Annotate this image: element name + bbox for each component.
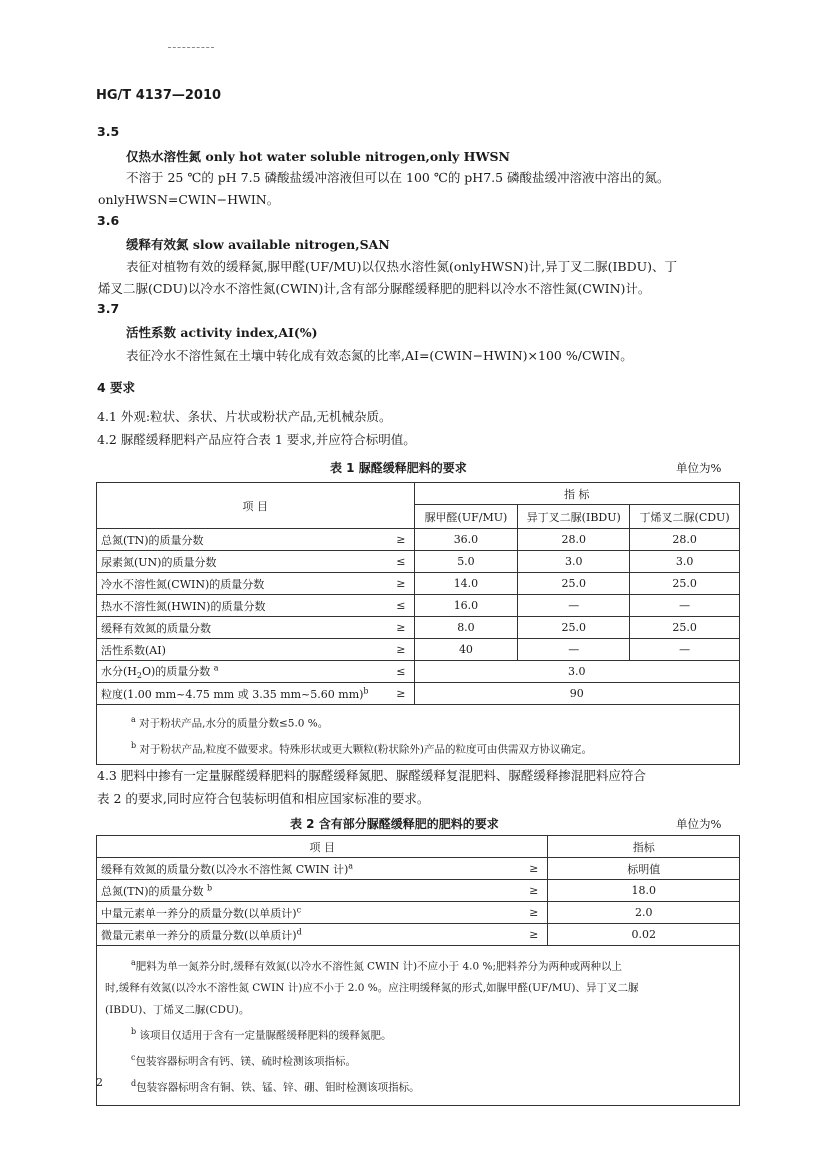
footnote-mark: a	[348, 860, 354, 870]
table2-row-item	[97, 858, 520, 880]
moisture-label-b: O)的质量分数	[141, 664, 211, 678]
table1-col-cdu: 丁烯叉二脲(CDU)	[630, 505, 740, 529]
table2-row-op: ≥	[520, 902, 548, 924]
note-text: 包装容器标明含有钙、镁、硫时检测该项指标。	[135, 1055, 356, 1068]
note-text: 对于粉状产品,粒度不做要求。特殊形状或更大颗粒(粉状除外)产品的粒度可由供需双方协议确定。	[139, 743, 592, 755]
table1-caption: 表 1 脲醛缓释肥料的要求	[330, 461, 467, 475]
table-row	[97, 639, 740, 661]
table-row	[97, 661, 740, 683]
table1-cell: —	[630, 595, 740, 617]
table1-cell: 5.0	[414, 551, 518, 573]
table-row	[97, 924, 740, 946]
section-3-5-number: 3.5	[97, 124, 120, 139]
table-row	[97, 595, 740, 617]
table1-cell: 25.0	[630, 617, 740, 639]
table2-cell: 标明值	[548, 858, 740, 880]
table1-size-item	[97, 683, 389, 705]
note-text: 该项目仅适用于含有一定量脲醛缓释肥料的缓释氮肥。	[139, 1029, 392, 1042]
table-row	[97, 683, 740, 705]
table1-row-op: ≥	[388, 683, 414, 705]
footnote-mark: b	[207, 882, 213, 892]
table1-cell: —	[518, 639, 630, 661]
size-label: 粒度(1.00 mm~4.75 mm 或 3.35 mm~5.60 mm)	[101, 687, 364, 701]
table1-moisture-value: 3.0	[414, 661, 739, 683]
note-text: 肥料为单一氮养分时,缓释有效氮(以冷水不溶性氮 CWIN 计)不应小于 4.0 %;肥料养分为两种或两种以上	[135, 960, 623, 973]
clause-4-3-line1: 4.3 肥料中掺有一定量脲醛缓释肥料的脲醛缓释氮肥、脲醛缓释复混肥料、脲醛缓释掺混肥料应符合	[97, 768, 646, 783]
note-text: 对于粉状产品,水分的质量分数≤5.0 %。	[139, 717, 329, 730]
table1-size-value: 90	[414, 683, 739, 705]
table-row	[97, 573, 740, 595]
section-3-5-definition-line2: onlyHWSN=CWIN−HWIN。	[98, 192, 280, 207]
table2-row-op: ≥	[520, 858, 548, 880]
clause-4-2: 4.2 脲醛缓释肥料产品应符合表 1 要求,并应符合标明值。	[97, 432, 416, 447]
table1-row-item: 总氮(TN)的质量分数	[97, 529, 389, 551]
table2-row-op: ≥	[520, 880, 548, 902]
top-rule	[168, 47, 214, 48]
table1-row-item: 缓释有效氮的质量分数	[97, 617, 389, 639]
footnote-mark: d	[131, 1079, 137, 1088]
table1-note-b	[131, 735, 739, 761]
row-label: 缓释有效氮的质量分数(以冷水不溶性氮 CWIN 计)	[101, 862, 349, 876]
table1-note-a	[131, 709, 739, 735]
footnote-mark: c	[131, 1053, 136, 1062]
section-3-7-term: 活性系数 activity index,AI(%)	[126, 325, 318, 340]
table2-row-op: ≥	[520, 924, 548, 946]
standard-code: HG/T 4137—2010	[96, 88, 222, 103]
table2-cell: 18.0	[548, 880, 740, 902]
table1-notes	[97, 705, 740, 765]
table1-cell: 28.0	[518, 529, 630, 551]
table1-cell: 25.0	[630, 573, 740, 595]
section-3-7-definition: 表征冷水不溶性氮在土壤中转化成有效态氮的比率,AI=(CWIN−HWIN)×100 %/CWIN。	[126, 348, 633, 363]
table2-item-header: 项 目	[97, 836, 548, 858]
row-label: 中量元素单一养分的质量分数(以单质计)	[101, 906, 297, 920]
table1-cell: 28.0	[630, 529, 740, 551]
table1-row-op: ≥	[388, 639, 414, 661]
table2-note-c	[105, 1047, 735, 1073]
table2-note-a-line2: 时,缓释有效氮(以冷水不溶性氮 CWIN 计)应不小于 2.0 %。应注明缓释氮的形式,如脲甲醛(UF/MU)、异丁叉二脲	[105, 982, 639, 994]
table-row	[97, 617, 740, 639]
moisture-label-a: 水分(H	[101, 664, 137, 678]
footnote-mark: d	[296, 926, 302, 936]
table-row	[97, 902, 740, 924]
row-label: 总氮(TN)的质量分数	[101, 884, 204, 898]
table-row	[97, 529, 740, 551]
clause-4-3-line2: 表 2 的要求,同时应符合包装标明值和相应国家标准的要求。	[97, 791, 430, 806]
section-3-6-definition-line2: 烯叉二脲(CDU)以冷水不溶性氮(CWIN)计,含有部分脲醛缓释肥的肥料以冷水不溶性氮(CWIN)计。	[98, 281, 651, 296]
table1-cell: —	[518, 595, 630, 617]
table2-index-header: 指标	[548, 836, 740, 858]
table2-note-d	[105, 1073, 735, 1099]
table2-cell: 0.02	[548, 924, 740, 946]
note-text: 包装容器标明含有铜、铁、锰、锌、硼、钼时检测该项指标。	[136, 1081, 420, 1094]
table2-row-item	[97, 902, 520, 924]
table1-index-header: 指 标	[414, 483, 739, 505]
table-row	[97, 880, 740, 902]
section-3-6-number: 3.6	[97, 213, 120, 228]
table1-row-item: 冷水不溶性氮(CWIN)的质量分数	[97, 573, 389, 595]
table1-row-item: 活性系数(AI)	[97, 639, 389, 661]
table1-moisture-item	[97, 661, 389, 683]
table2-notes	[97, 946, 740, 1106]
table1-col-uf: 脲甲醛(UF/MU)	[414, 505, 518, 529]
section-3-6-definition-line1: 表征对植物有效的缓释氮,脲甲醛(UF/MU)以仅热水溶性氮(onlyHWSN)计,异丁叉二脲(IBDU)、丁	[126, 259, 678, 274]
table-row	[97, 858, 740, 880]
footnote-mark: c	[296, 904, 302, 914]
table2-row-item	[97, 880, 520, 902]
table1-row-item: 热水不溶性氮(HWIN)的质量分数	[97, 595, 389, 617]
table1-cell: 8.0	[414, 617, 518, 639]
section-3-7-number: 3.7	[97, 301, 120, 316]
table2-row-item	[97, 924, 520, 946]
moisture-subscript: 2	[136, 671, 142, 681]
table1-row-op: ≥	[388, 573, 414, 595]
table1-cell: 40	[414, 639, 518, 661]
footnote-mark: a	[131, 958, 136, 967]
table1-cell: 3.0	[518, 551, 630, 573]
table1-row-op: ≤	[388, 551, 414, 573]
row-label: 微量元素单一养分的质量分数(以单质计)	[101, 928, 297, 942]
table2-caption: 表 2 含有部分脲醛缓释肥的肥料的要求	[290, 817, 499, 831]
section-3-5-term: 仅热水溶性氮 only hot water soluble nitrogen,only HWSN	[126, 149, 510, 164]
table2-unit: 单位为%	[676, 817, 722, 831]
table1-cell: 14.0	[414, 573, 518, 595]
table1-row-op: ≥	[388, 617, 414, 639]
table1-row-op: ≤	[388, 661, 414, 683]
table1-cell: 36.0	[414, 529, 518, 551]
table1-cell: —	[630, 639, 740, 661]
table2-note-a-line3: (IBDU)、丁烯叉二脲(CDU)。	[105, 1003, 250, 1016]
table1-row-op: ≥	[388, 529, 414, 551]
table1-cell: 25.0	[518, 617, 630, 639]
table2	[96, 835, 740, 1106]
table1-unit: 单位为%	[676, 461, 722, 475]
page-number: 2	[96, 1076, 103, 1089]
table1-cell: 16.0	[414, 595, 518, 617]
table2-note-a-line1	[105, 952, 735, 978]
footnote-mark: b	[363, 685, 369, 695]
section-4-title: 4 要求	[97, 380, 136, 395]
footnote-mark: b	[131, 1027, 137, 1036]
footnote-mark: a	[131, 715, 136, 724]
table1-col-ibdu: 异丁叉二脲(IBDU)	[518, 505, 630, 529]
table1-cell: 25.0	[518, 573, 630, 595]
clause-4-1: 4.1 外观:粒状、条状、片状或粉状产品,无机械杂质。	[97, 409, 392, 424]
table1-cell: 3.0	[630, 551, 740, 573]
table1	[96, 482, 740, 765]
table1-row-op: ≤	[388, 595, 414, 617]
table2-note-b	[105, 1021, 735, 1047]
footnote-mark: b	[131, 740, 137, 750]
table-row	[97, 551, 740, 573]
table1-row-item: 尿素氮(UN)的质量分数	[97, 551, 389, 573]
footnote-mark: a	[213, 663, 219, 673]
table1-item-header: 项 目	[97, 483, 415, 529]
section-3-6-term: 缓释有效氮 slow available nitrogen,SAN	[126, 237, 390, 252]
section-3-5-definition-line1: 不溶于 25 ℃的 pH 7.5 磷酸盐缓冲溶液但可以在 100 ℃的 pH7.5 磷酸盐缓冲溶液中溶出的氮。	[126, 170, 670, 185]
table2-cell: 2.0	[548, 902, 740, 924]
